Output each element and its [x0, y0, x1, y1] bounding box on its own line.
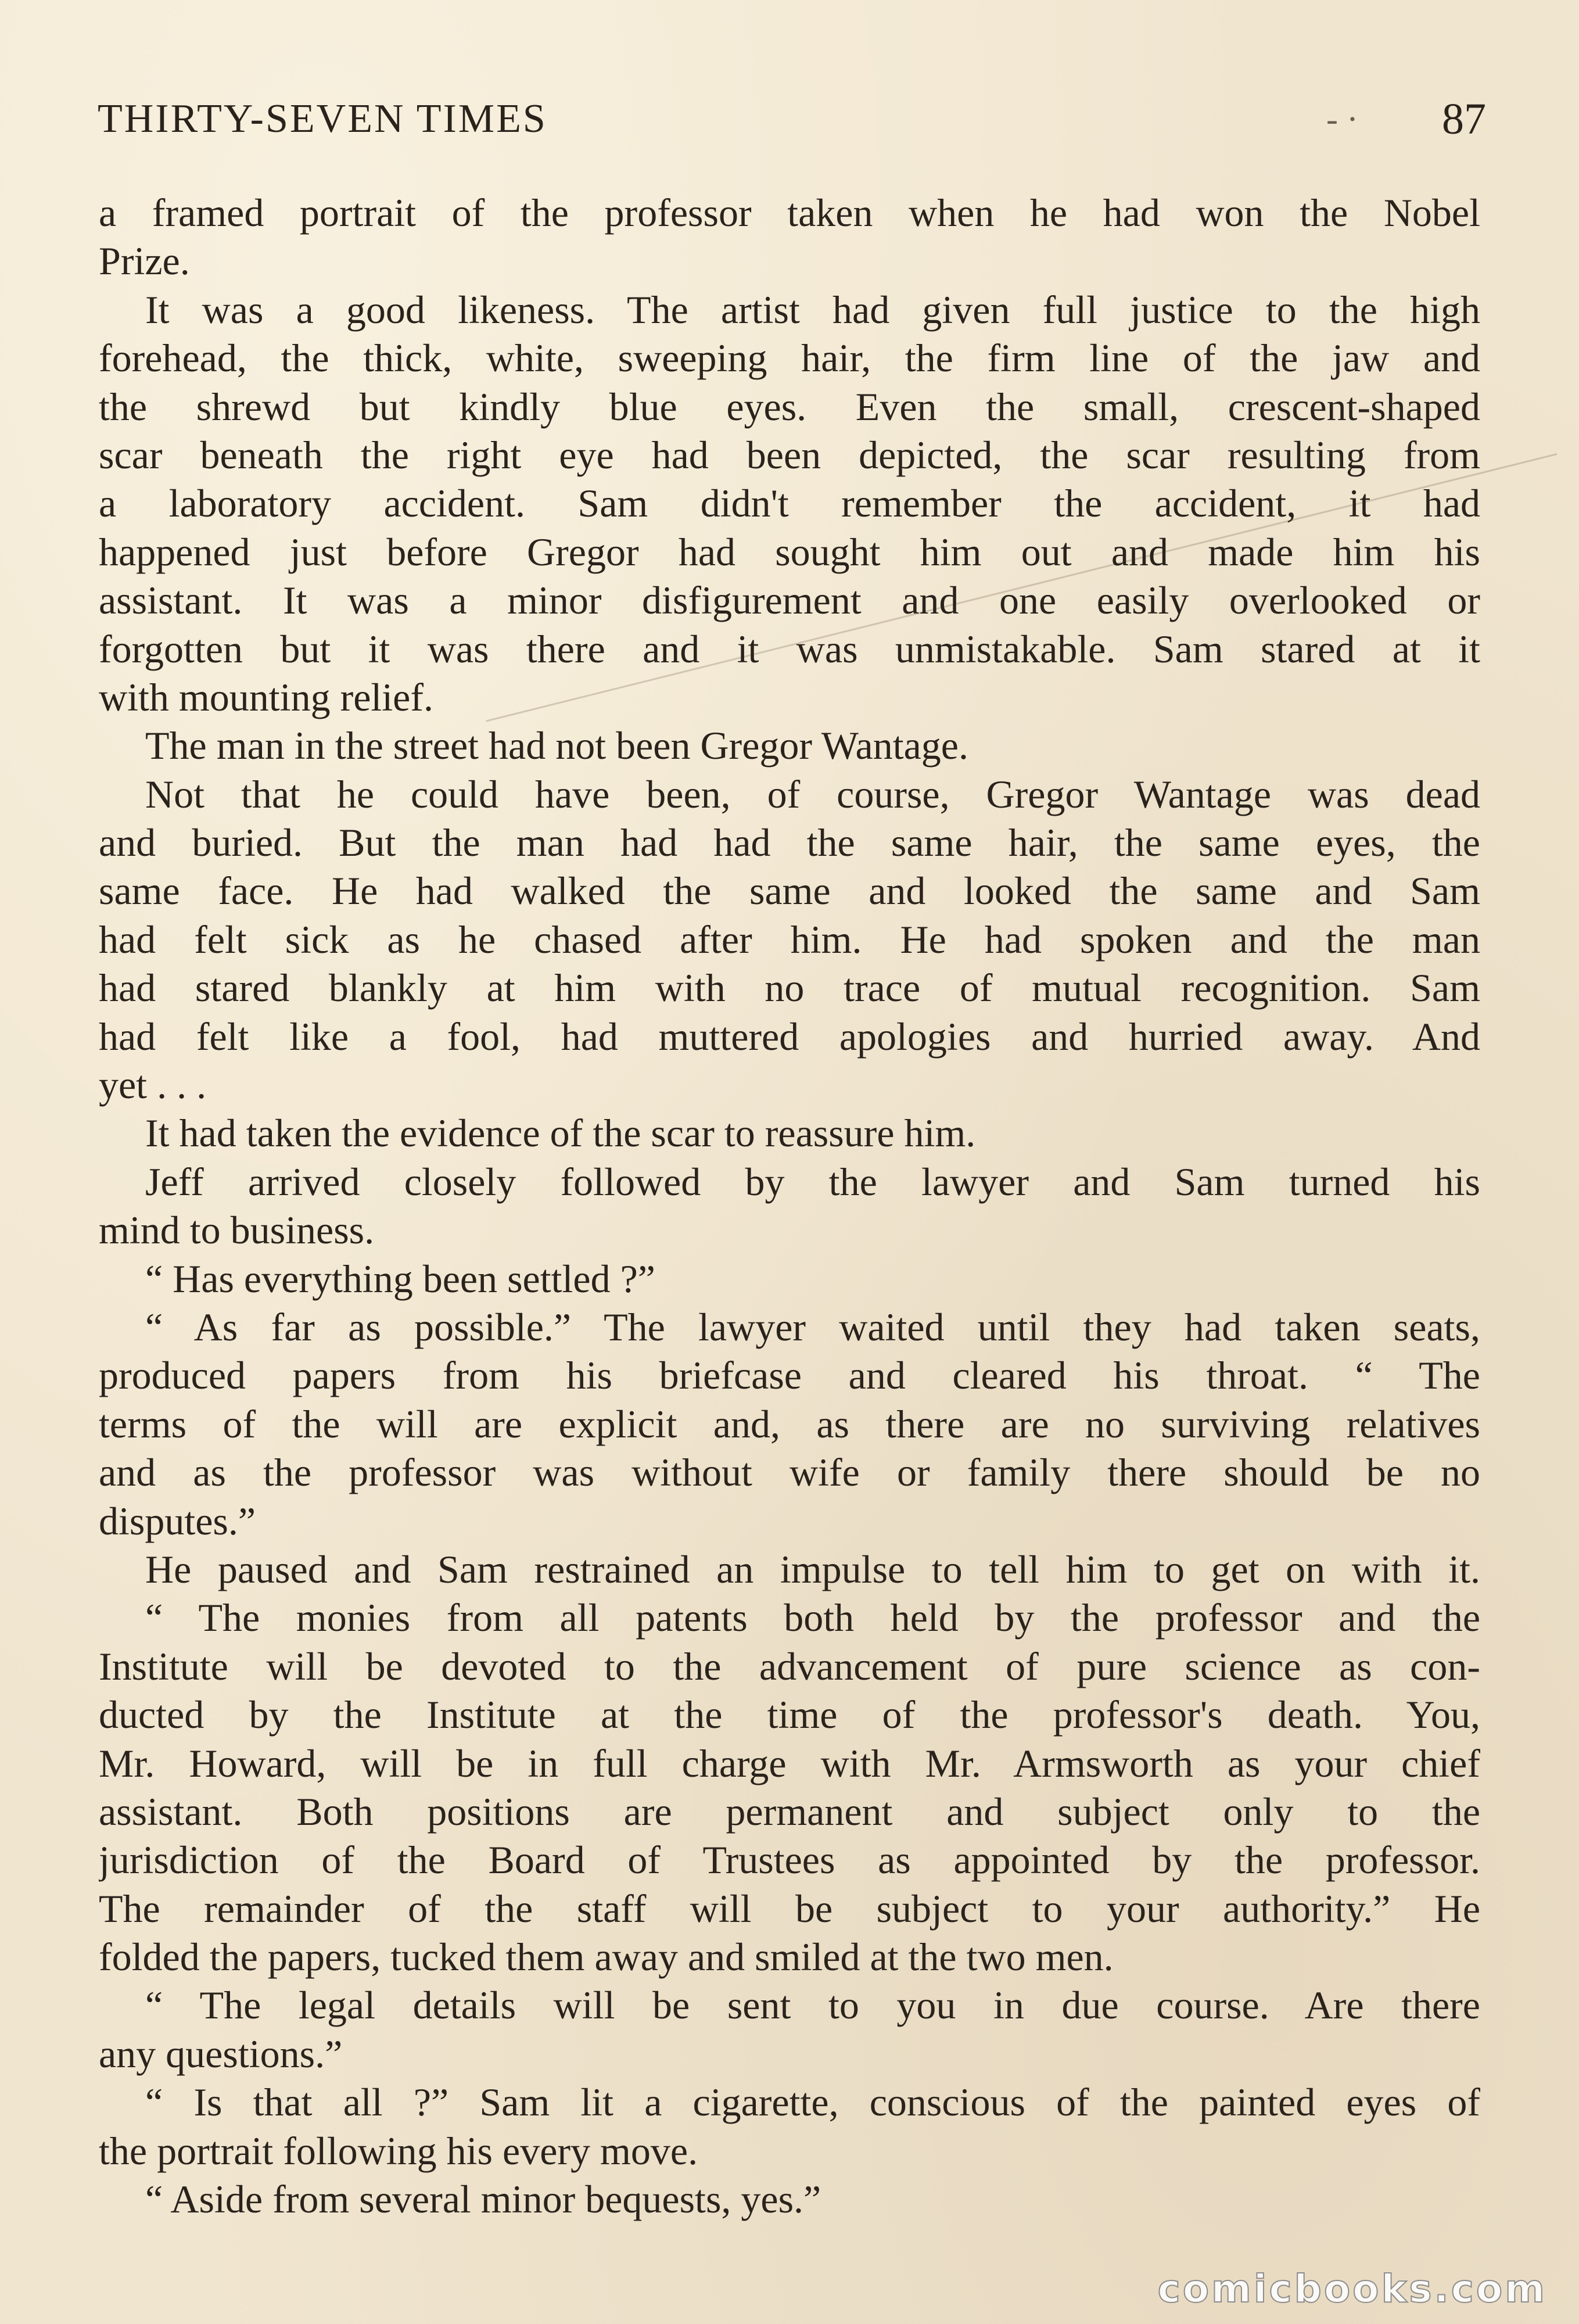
text-line: ducted by the Institute at the time of the professor's death. You,: [99, 1692, 1480, 1737]
text-line: with mounting relief.: [99, 675, 434, 719]
text-line: a laboratory accident. Sam didn't remember the accident, it had: [99, 481, 1480, 526]
text-line: “ The monies from all patents both held by the professor and the: [145, 1595, 1480, 1640]
text-line: The man in the street had not been Gregor Wantage.: [145, 723, 968, 768]
text-line: jurisdiction of the Board of Trustees as appointed by the professor.: [99, 1838, 1480, 1882]
text-line: Not that he could have been, of course, Gregor Wantage was dead: [145, 772, 1480, 816]
running-title: THIRTY-SEVEN TIMES: [98, 96, 547, 141]
text-line: a framed portrait of the professor taken when he had won the Nobel: [99, 191, 1480, 235]
text-line: assistant. Both positions are permanent and subject only to the: [99, 1789, 1480, 1834]
text-line: folded the papers, tucked them away and smiled at the two men.: [99, 1935, 1114, 1979]
text-line: He paused and Sam restrained an impulse to tell him to get on with it.: [145, 1547, 1480, 1591]
text-line: mind to business.: [99, 1208, 375, 1253]
text-line: The remainder of the staff will be subject to your authority.” He: [99, 1886, 1480, 1931]
watermark: comicbooks.com: [1157, 2266, 1547, 2311]
text-line: terms of the will are explicit and, as there are no surviving relatives: [99, 1401, 1480, 1446]
text-line: and buried. But the man had had the same hair, the same eyes, the: [99, 820, 1480, 865]
text-line: It was a good likeness. The artist had given full justice to the high: [145, 287, 1480, 332]
text-line: “ As far as possible.” The lawyer waited until they had taken seats,: [145, 1304, 1480, 1349]
text-line: “ Is that all ?” Sam lit a cigarette, conscious of the painted eyes of: [145, 2080, 1480, 2125]
text-line: and as the professor was without wife or family there should be no: [99, 1450, 1480, 1495]
text-line: produced papers from his briefcase and cleared his throat. “ The: [99, 1353, 1480, 1398]
text-line: scar beneath the right eye had been depicted, the scar resulting from: [99, 432, 1480, 477]
text-line: “ The legal details will be sent to you in due course. Are there: [145, 1983, 1480, 2028]
page-number: 87: [1442, 95, 1486, 144]
text-line: forehead, the thick, white, sweeping hair, the firm line of the jaw and: [99, 336, 1480, 381]
text-line: the shrewd but kindly blue eyes. Even the small, crescent-shaped: [99, 384, 1480, 429]
text-line: had felt sick as he chased after him. He had spoken and the man: [99, 917, 1480, 962]
text-line: had stared blankly at him with no trace of mutual recognition. Sam: [99, 966, 1480, 1010]
text-line: same face. He had walked the same and looked the same and Sam: [99, 869, 1480, 913]
text-line: Prize.: [99, 239, 190, 284]
text-line: Institute will be devoted to the advancement of pure science as con-: [99, 1644, 1480, 1688]
text-line: yet . . .: [99, 1063, 207, 1107]
text-line: happened just before Gregor had sought him out and made him his: [99, 529, 1480, 574]
text-line: the portrait following his every move.: [99, 2128, 698, 2173]
text-line: assistant. It was a minor disfigurement and one easily overlooked or: [99, 578, 1480, 623]
text-line: disputes.”: [99, 1498, 256, 1543]
text-line: Mr. Howard, will be in full charge with Mr. Armsworth as your chief: [99, 1741, 1480, 1785]
body-text: [99, 189, 1480, 2223]
text-line: Jeff arrived closely followed by the lawyer and Sam turned his: [145, 1159, 1480, 1204]
text-line: “ Aside from several minor bequests, yes.”: [145, 2177, 821, 2222]
text-line: forgotten but it was there and it was unmistakable. Sam stared at it: [99, 626, 1480, 671]
text-line: “ Has everything been settled ?”: [145, 1256, 655, 1301]
running-head: [98, 87, 1486, 151]
text-line: had felt like a fool, had muttered apologies and hurried away. And: [99, 1014, 1480, 1059]
header-ornament: - ·: [1326, 100, 1358, 138]
text-line: any questions.”: [99, 2031, 343, 2076]
text-line: It had taken the evidence of the scar to reassure him.: [145, 1111, 976, 1156]
